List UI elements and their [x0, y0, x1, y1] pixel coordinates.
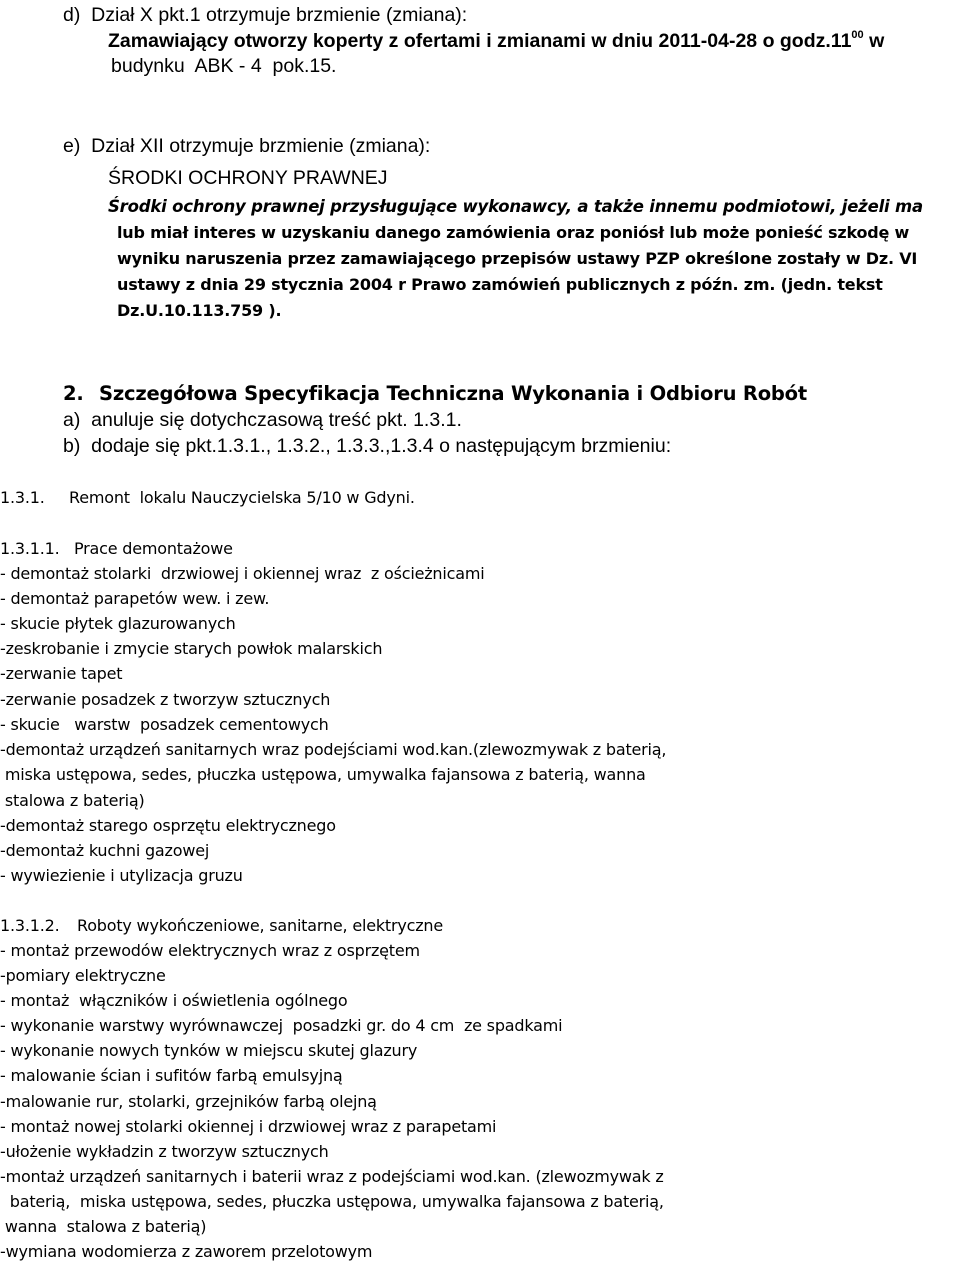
list-item: - skucie płytek glazurowanych	[0, 614, 236, 633]
section-d-line-2: budynku ABK - 4 pok.15.	[111, 55, 337, 77]
list-item: - malowanie ścian i sufitów farbą emulsyjną	[0, 1066, 343, 1085]
list-item: -zerwanie tapet	[0, 664, 123, 683]
list-item: baterią, miska ustępowa, sedes, płuczka ustępowa, umywalka fajansowa z baterią,	[0, 1192, 664, 1211]
section-1312-title: Roboty wykończeniowe, sanitarne, elektryczne	[77, 916, 444, 935]
list-item: miska ustępowa, sedes, płuczka ustępowa, umywalka fajansowa z baterią, wanna	[0, 765, 646, 784]
section-e-line-1: Środki ochrony prawnej przysługujące wykonawcy, a także innemu podmiotowi, jeżeli ma	[108, 197, 923, 216]
section-d-line-1-main: Zamawiający otworzy koperty z ofertami i zmianami w dniu 2011-04-28 o godz.11	[108, 30, 852, 52]
list-item: - wykonanie nowych tynków w miejscu skutej glazury	[0, 1041, 418, 1060]
section-d-line-1	[108, 29, 885, 52]
section-e-line-3: wyniku naruszenia przez zamawiającego przepisów ustawy PZP określone zostały w Dz. VI	[117, 249, 918, 268]
section-2-item-b: b) dodaje się pkt.1.3.1., 1.3.2., 1.3.3.,1.3.4 o następującym brzmieniu:	[63, 435, 672, 457]
list-item: -wymiana wodomierza z zaworem przelotowym	[0, 1242, 373, 1261]
list-item: -zeskrobanie i zmycie starych powłok malarskich	[0, 639, 383, 658]
list-item: - montaż włączników i oświetlenia ogólnego	[0, 991, 348, 1010]
list-item: -demontaż kuchni gazowej	[0, 841, 210, 860]
list-item: - skucie warstw posadzek cementowych	[0, 715, 329, 734]
section-1311-number: 1.3.1.1.	[0, 539, 60, 558]
list-item: -demontaż starego osprzętu elektrycznego	[0, 816, 336, 835]
section-e-title: ŚRODKI OCHRONY PRAWNEJ	[108, 167, 388, 189]
list-item: -pomiary elektryczne	[0, 966, 166, 985]
section-e-line-2: lub miał interes w uzyskaniu danego zamówienia oraz poniósł lub może ponieść szkodę w	[117, 223, 910, 242]
section-131-number: 1.3.1.	[0, 488, 45, 507]
section-1312-number: 1.3.1.2.	[0, 916, 60, 935]
section-2-item-a: a) anuluje się dotychczasową treść pkt. 1.3.1.	[63, 409, 462, 431]
list-item: - wywiezienie i utylizacja gruzu	[0, 866, 243, 885]
list-item: -demontaż urządzeń sanitarnych wraz podejściami wod.kan.(zlewozmywak z baterią,	[0, 740, 667, 759]
section-e-heading: e) Dział XII otrzymuje brzmienie (zmiana):	[63, 135, 431, 157]
list-item: -ułożenie wykładzin z tworzyw sztucznych	[0, 1142, 329, 1161]
section-e-line-5: Dz.U.10.113.759 ).	[117, 301, 282, 320]
section-131-title: Remont lokalu Nauczycielska 5/10 w Gdyni.	[69, 488, 415, 507]
list-item: - wykonanie warstwy wyrównawczej posadzki gr. do 4 cm ze spadkami	[0, 1016, 563, 1035]
list-item: wanna stalowa z baterią)	[0, 1217, 207, 1236]
section-1311-title: Prace demontażowe	[74, 539, 233, 558]
list-item: - montaż nowej stolarki okiennej i drzwiowej wraz z parapetami	[0, 1117, 497, 1136]
list-item: -malowanie rur, stolarki, grzejników farbą olejną	[0, 1092, 377, 1111]
section-d-time-superscript: 00	[851, 29, 864, 41]
list-item: - demontaż parapetów wew. i zew.	[0, 589, 270, 608]
section-2-title: Szczegółowa Specyfikacja Techniczna Wykonania i Odbioru Robót	[99, 382, 807, 405]
section-d-line-1-end: w	[863, 30, 885, 52]
list-item: stalowa z baterią)	[0, 791, 145, 810]
section-e-line-4: ustawy z dnia 29 stycznia 2004 r Prawo zamówień publicznych z późn. zm. (jedn. tekst	[117, 275, 883, 294]
section-2-number: 2.	[63, 382, 84, 405]
list-item: -montaż urządzeń sanitarnych i baterii wraz z podejściami wod.kan. (zlewozmywak z	[0, 1167, 664, 1186]
list-item: - montaż przewodów elektrycznych wraz z osprzętem	[0, 941, 420, 960]
section-d-heading: d) Dział X pkt.1 otrzymuje brzmienie (zmiana):	[63, 4, 468, 26]
list-item: - demontaż stolarki drzwiowej i okiennej wraz z ościeżnicami	[0, 564, 485, 583]
list-item: -zerwanie posadzek z tworzyw sztucznych	[0, 690, 331, 709]
